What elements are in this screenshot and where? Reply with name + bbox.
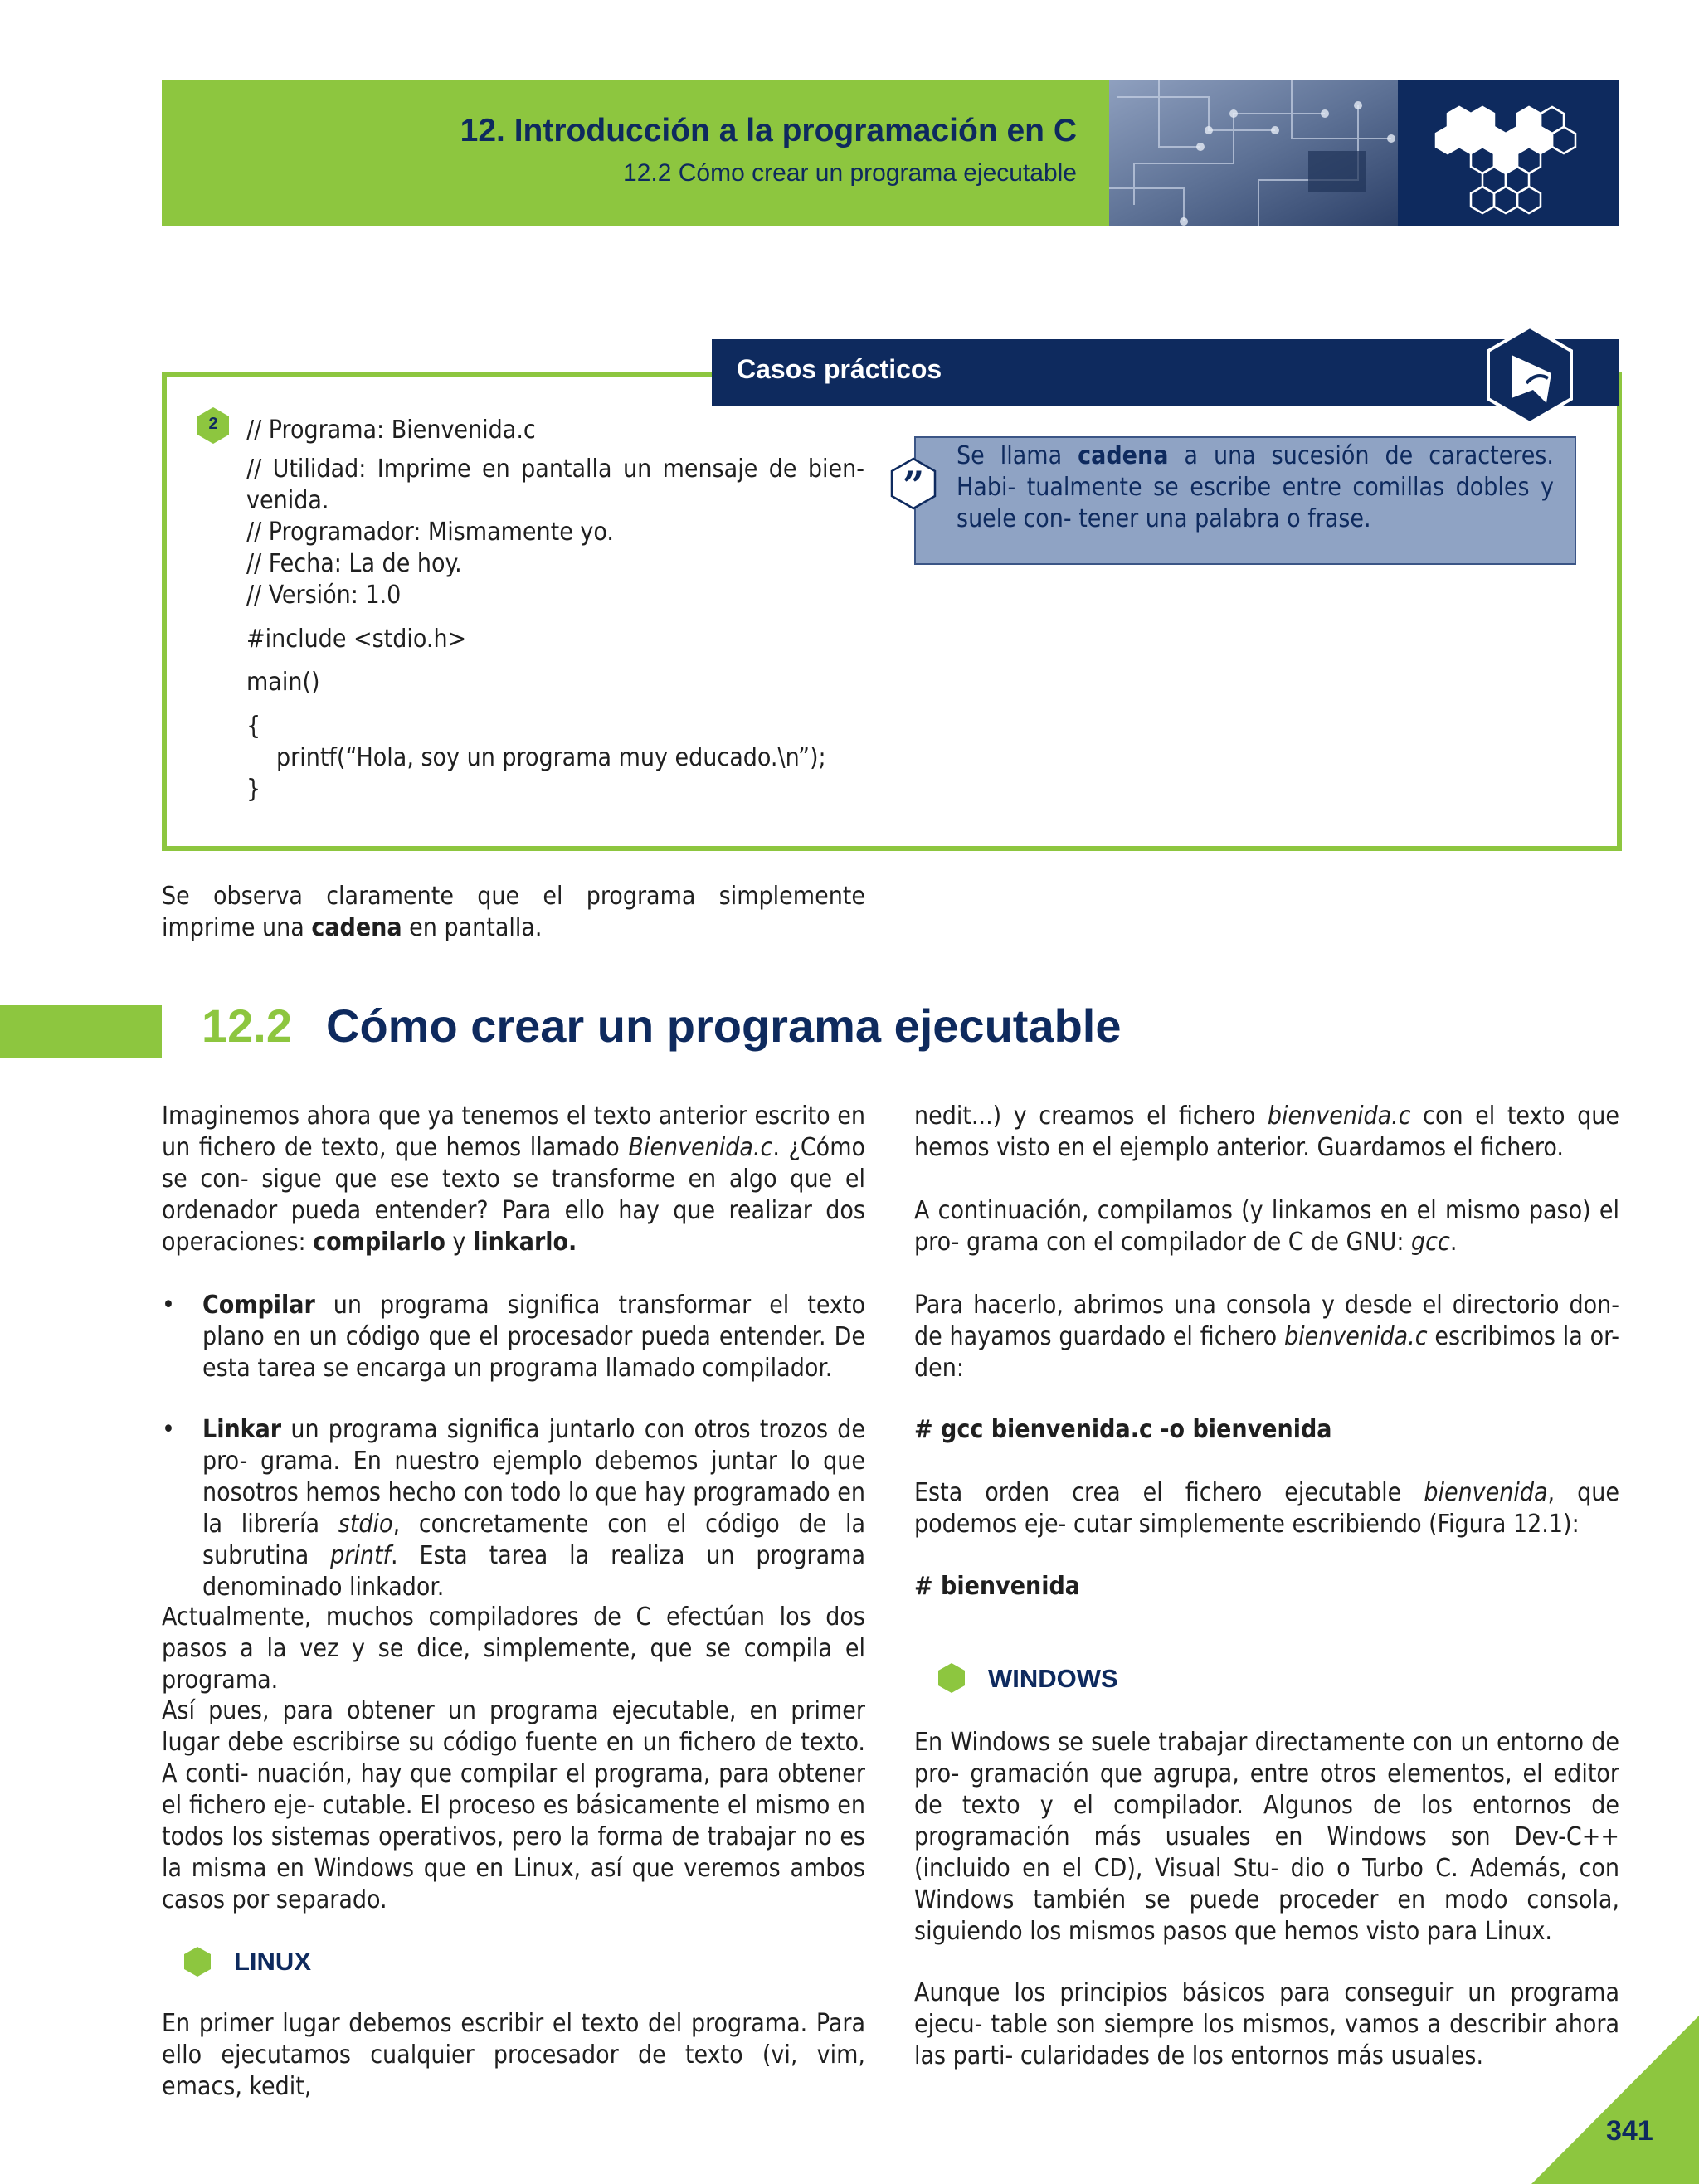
hexagon-bullet-icon bbox=[183, 1946, 212, 1977]
subheading-windows: WINDOWS bbox=[988, 1664, 1118, 1693]
hexagon-cluster-icon bbox=[1398, 80, 1619, 226]
subheading-linux: LINUX bbox=[234, 1947, 311, 1976]
section-number: 12.2 bbox=[202, 1000, 292, 1052]
bullet-icon: • bbox=[162, 1291, 175, 1320]
note-text: Se llama cadena a una sucesión de caracteres. Habi- tualmente se escribe entre comillas dobles y suele con- tener una palabra o frase. bbox=[957, 441, 1554, 533]
hexagon-logo-panel bbox=[1398, 80, 1619, 226]
paragraph: Aunque los principios básicos para conseguir un programa ejecu- table son siempre los mismos, vamos a describir ahora las parti- cularidades de los entornos más usuales. bbox=[914, 1978, 1619, 2070]
code-line: printf(“Hola, soy un programa muy educado.\n”); bbox=[276, 743, 826, 772]
case-study-label: Casos prácticos bbox=[737, 354, 942, 384]
command-run: # bienvenida bbox=[914, 1572, 1080, 1601]
page-corner-triangle bbox=[1531, 2016, 1699, 2184]
hexagon-bullet-icon bbox=[937, 1662, 966, 1694]
code-line: // Programador: Mismamente yo. bbox=[246, 518, 614, 547]
svg-text:”: ” bbox=[902, 463, 925, 508]
code-line: // Programa: Bienvenida.c bbox=[246, 416, 536, 445]
code-line: // Utilidad: Imprime en pantalla un mensaje de bien- bbox=[246, 455, 864, 484]
command-gcc: # gcc bienvenida.c -o bienvenida bbox=[914, 1415, 1332, 1444]
paragraph: A continuación, compilamos (y linkamos en el mismo paso) el pro- grama con el compilador de C de GNU: gcc. bbox=[914, 1196, 1619, 1257]
paragraph: Imaginemos ahora que ya tenemos el texto anterior escrito en un fichero de texto, que hemos llamado Bienvenida.c. ¿Cómo se con- sigue que ese texto se transforme en algo que el ordenador pueda entender? Para ello hay que realizar dos operaciones: compilarlo y linkarlo. bbox=[162, 1102, 865, 1257]
intro-paragraph: Se observa claramente que el programa simplemente imprime una cadena en pantalla. bbox=[162, 882, 865, 942]
code-line: main() bbox=[246, 668, 320, 697]
bullet-item-linkar: Linkar un programa significa juntarlo con otros trozos de pro- grama. En nuestro ejemplo debemos juntar lo que nosotros hemos hecho con todo lo que hay programado en la librería stdio, concretamente con el código de la subrutina printf. Esta tarea la realiza un programa denominado linkador. bbox=[202, 1415, 865, 1602]
case-number: 2 bbox=[208, 415, 218, 433]
circuit-board-image bbox=[1109, 80, 1398, 226]
paragraph: Actualmente, muchos compiladores de C efectúan los dos pasos a la vez y se dice, simplemente, que se compila el programa. bbox=[162, 1603, 865, 1695]
chapter-subtitle: 12.2 Cómo crear un programa ejecutable bbox=[623, 159, 1077, 187]
paragraph: Así pues, para obtener un programa ejecutable, en primer lugar debe escribirse su código fuente en un fichero de texto. A conti- nuación, hay que compilar el programa, para obtener el fichero eje- cutable. El proceso es básicamente el mismo en todos los sistemas operativos, pero la forma de trabajar no es la misma en Windows que en Linux, así que veremos ambos casos por separado. bbox=[162, 1696, 865, 1914]
code-line: } bbox=[246, 775, 261, 804]
header-band bbox=[162, 80, 1109, 226]
section-marker-bar bbox=[0, 1005, 162, 1058]
paragraph: nedit...) y creamos el fichero bienvenida.c con el texto que hemos visto en el ejemplo anterior. Guardamos el fichero. bbox=[914, 1102, 1620, 1162]
paragraph: En Windows se suele trabajar directamente con un entorno de pro- gramación que agrupa, entre otros elementos, el editor de texto y el compilador. Algunos de los entornos de programación más usuales en Windows son Dev-C++ (incluido en el CD), Visual Stu- dio o Turbo C. Además, con Windows también se puede proceder en modo consola, siguiendo los mismos pasos que hemos visto para Linux. bbox=[914, 1728, 1619, 1946]
paragraph: En primer lugar debemos escribir el texto del programa. Para ello ejecutamos cualquier procesador de texto (vi, vim, emacs, kedit, bbox=[162, 2009, 865, 2101]
paragraph: Para hacerlo, abrimos una consola y desde el directorio don- de hayamos guardado el fichero bienvenida.c escribimos la or- den: bbox=[914, 1291, 1619, 1383]
code-line: venida. bbox=[246, 486, 329, 515]
paragraph: Esta orden crea el fichero ejecutable bienvenida, que podemos eje- cutar simplemente escribiendo (Figura 12.1): bbox=[914, 1478, 1619, 1539]
bullet-item-compilar: Compilar un programa significa transformar el texto plano en un código que el procesador pueda entender. De esta tarea se encarga un programa llamado compilador. bbox=[202, 1291, 865, 1383]
code-line: { bbox=[246, 712, 261, 741]
code-line: #include <stdio.h> bbox=[246, 625, 467, 654]
bullet-icon: • bbox=[162, 1415, 175, 1444]
code-line: // Fecha: La de hoy. bbox=[246, 549, 462, 578]
quote-icon bbox=[890, 457, 937, 510]
section-title: Cómo crear un programa ejecutable bbox=[326, 1000, 1122, 1052]
page-number: 341 bbox=[1606, 2115, 1653, 2147]
code-line: // Versión: 1.0 bbox=[246, 581, 402, 610]
case-study-icon bbox=[1478, 323, 1581, 426]
chapter-title: 12. Introducción a la programación en C bbox=[460, 113, 1077, 148]
